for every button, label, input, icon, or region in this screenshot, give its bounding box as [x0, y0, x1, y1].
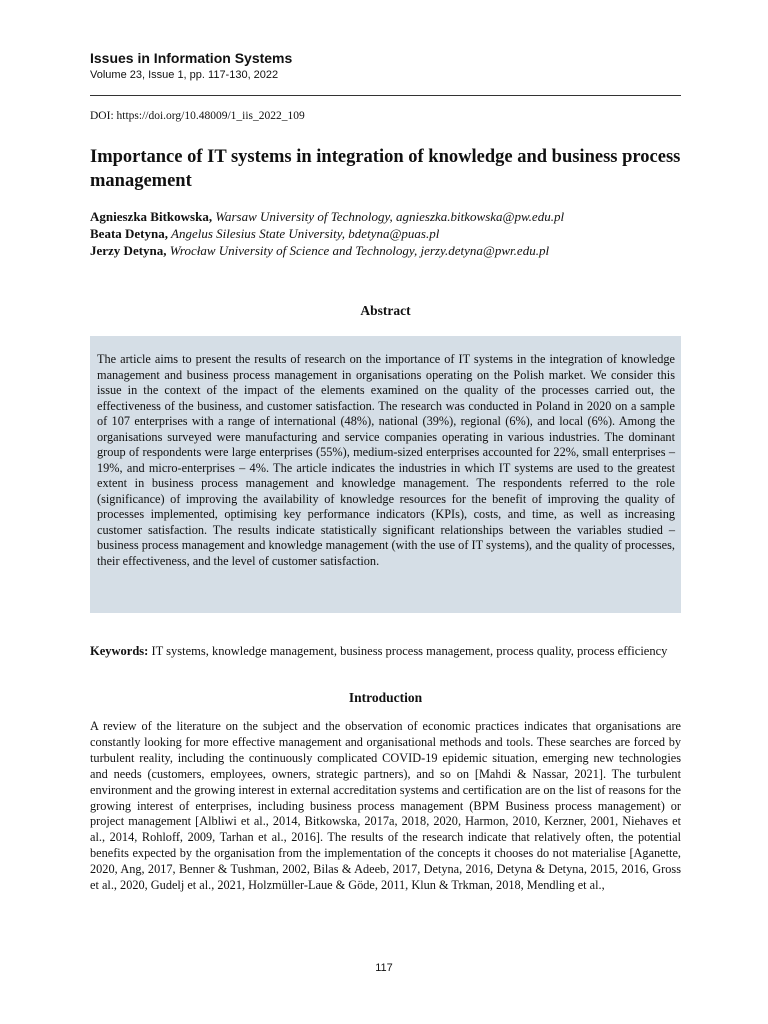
abstract-box	[90, 336, 681, 613]
author-affiliation: Wrocław University of Science and Technology, jerzy.detyna@pwr.edu.pl	[166, 243, 550, 258]
keywords-label: Keywords:	[90, 644, 149, 658]
journal-header	[90, 49, 292, 83]
page-number: 117	[375, 962, 393, 974]
journal-title: Issues in Information Systems	[90, 50, 293, 66]
keywords-text: IT systems, knowledge management, business process management, process quality, process efficiency	[148, 644, 668, 658]
introduction-heading: Introduction	[348, 690, 423, 705]
author-entry	[90, 242, 564, 259]
author-name: Jerzy Detyna,	[90, 243, 167, 258]
introduction-text: A review of the literature on the subject and the observation of economic practices indicates that organisations are constantly looking for more effective management and organisational methods and tools. These searches are forced by turbulent reality, including the continuously complicated COVID-19 epidemic situation, emerging new technologies and needs (customers, employees, owners, strategic partners), and so on [Mahdi & Nassar, 2021]. The turbulent environment and the growing interest in external accreditation systems and certification are on the list of reasons for the growing interest of enterprises, including business process management (BPM Business process management) or project management [Albliwi et al., 2014, Bitkowska, 2017a, 2018, 2020, Harmon, 2010, Kerzner, 2001, Niehaves et al., 2014, Rohloff, 2009, Tarhan et al., 2016]. The results of the research indicate that relatively often, the potential benefits expected by the organisation from the implementation of the concepts it chooses do not materialise [Aganette, 2020, Ang, 2017, Benner & Tushman, 2002, Bilas & Adeeb, 2017, Detyna, 2016, Detyna & Detyna, 2015, 2016, Gross et al., 2020, Gudelj et al., 2021, Holzmüller-Laue & Göde, 2011, Klun & Trkman, 2018, Mendling et al.,	[90, 719, 681, 893]
paper-title: Importance of IT systems in integration of knowledge and business process management	[90, 147, 681, 191]
keywords	[90, 643, 681, 659]
author-affiliation: Warsaw University of Technology, agnieszka.bitkowska@pw.edu.pl	[212, 209, 565, 224]
abstract-text: The article aims to present the results of research on the importance of IT systems in the integration of knowledge management and business process management in organisations operating on the Polish market. We consider this issue in the context of the impact of the elements examined on the quality of the processes carried out, the effectiveness of the business, and customer satisfaction. The research was conducted in Poland in 2020 on a sample of 107 enterprises with a range of international (48%), national (39%), regional (6%), and local (6%). Among the organisations surveyed were manufacturing and service companies operating in various industries. The dominant group of respondents were large enterprises (55%), medium-sized enterprises accounted for 22%, small enterprises – 19%, and micro-enterprises – 4%. The article indicates the industries in which IT systems are used to the greatest extent in business process management and knowledge management. The respondents referred to the role (significance) of improving the availability of knowledge resources for the benefit of improving the quality of processes implemented, optimising key performance indicators (KPIs), costs, and time, as well as increasing customer satisfaction. The results indicate statistically significant relationships between the variables studied – business process management and knowledge management (with the use of IT systems), and the quality of processes, their effectiveness, and the level of customer satisfaction.	[97, 352, 675, 568]
author-list	[90, 208, 564, 259]
author-affiliation: Angelus Silesius State University, bdetyna@puas.pl	[168, 226, 440, 241]
author-entry	[90, 225, 564, 242]
author-name: Beata Detyna,	[90, 226, 168, 241]
header-divider	[90, 95, 681, 96]
volume-info: Volume 23, Issue 1, pp. 117-130, 2022	[90, 69, 279, 81]
author-name: Agnieszka Bitkowska,	[90, 209, 213, 224]
doi-link[interactable]: DOI: https://doi.org/10.48009/1_iis_2022_109	[90, 110, 305, 122]
author-entry	[90, 208, 564, 225]
abstract-heading: Abstract	[360, 303, 411, 318]
